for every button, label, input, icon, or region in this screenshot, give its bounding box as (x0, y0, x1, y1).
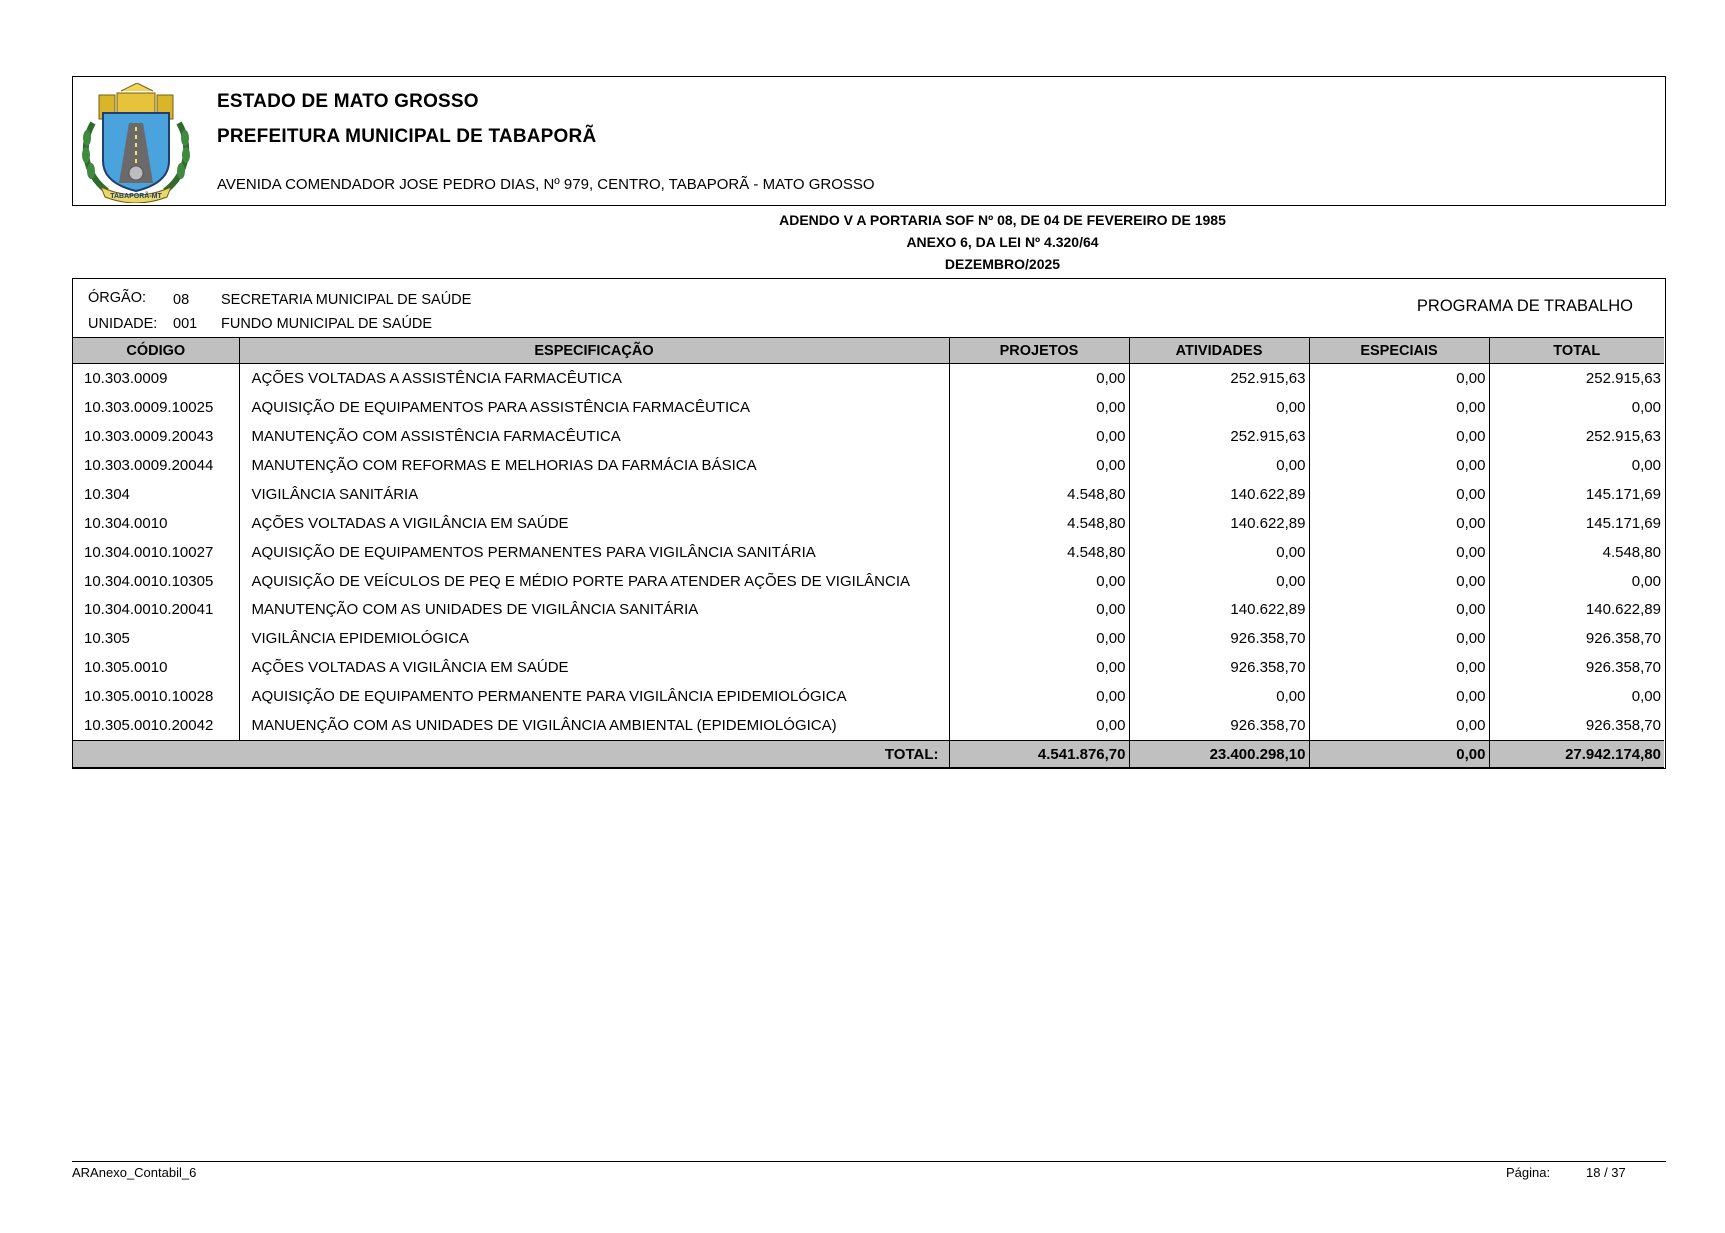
cell-projetos: 4.548,80 (949, 509, 1129, 538)
cell-codigo: 10.304.0010.10305 (73, 567, 239, 596)
cell-especiais: 0,00 (1309, 393, 1489, 422)
address: AVENIDA COMENDADOR JOSE PEDRO DIAS, Nº 979, CENTRO, TABAPORÃ - MATO GROSSO (217, 176, 875, 193)
cell-projetos: 0,00 (949, 567, 1129, 596)
table-header-row (73, 338, 1664, 364)
cell-especiais: 0,00 (1309, 451, 1489, 480)
cell-projetos: 0,00 (949, 422, 1129, 451)
program-table-box (72, 278, 1666, 769)
cell-total: 252.915,63 (1585, 369, 1661, 387)
cell-codigo: 10.303.0009.20044 (73, 451, 239, 480)
cell-especificacao: MANUTENÇÃO COM ASSISTÊNCIA FARMACÊUTICA (239, 422, 949, 451)
cell-atividades: 140.622,89 (1129, 596, 1309, 625)
cell-atividades: 140.622,89 (1129, 509, 1309, 538)
total-label: TOTAL: (239, 741, 949, 768)
cell-codigo: 10.305.0010 (73, 653, 239, 682)
total-atividades: 23.400.298,10 (1129, 741, 1309, 768)
cell-total: 0,00 (1631, 456, 1661, 474)
cell-projetos: 0,00 (949, 451, 1129, 480)
cell-total: 145.171,69 (1585, 514, 1661, 532)
cell-atividades: 252.915,63 (1129, 364, 1309, 393)
cell-projetos: 4.548,80 (949, 538, 1129, 567)
col-header-total: TOTAL (1489, 338, 1664, 364)
cell-especificacao: AÇÕES VOLTADAS A VIGILÂNCIA EM SAÚDE (239, 653, 949, 682)
cell-especiais: 0,00 (1309, 538, 1489, 567)
cell-atividades: 0,00 (1129, 567, 1309, 596)
state-title: ESTADO DE MATO GROSSO (217, 91, 479, 112)
cell-projetos: 0,00 (949, 653, 1129, 682)
cell-total: 252.915,63 (1585, 427, 1661, 445)
cell-especiais: 0,00 (1309, 596, 1489, 625)
cell-especificacao: AQUISIÇÃO DE EQUIPAMENTO PERMANENTE PARA VIGILÂNCIA EPIDEMIOLÓGICA (239, 682, 949, 711)
cell-projetos: 0,00 (949, 711, 1129, 740)
table-row (73, 509, 1664, 538)
cell-especiais: 0,00 (1309, 682, 1489, 711)
page-label: Página: (1506, 1165, 1551, 1180)
cell-especificacao: AQUISIÇÃO DE EQUIPAMENTOS PERMANENTES PARA VIGILÂNCIA SANITÁRIA (239, 538, 949, 567)
cell-atividades: 252.915,63 (1129, 422, 1309, 451)
cell-total: 4.548,80 (1602, 543, 1661, 561)
table-row (73, 451, 1664, 480)
cell-especificacao: AQUISIÇÃO DE EQUIPAMENTOS PARA ASSISTÊNCIA FARMACÊUTICA (239, 393, 949, 422)
table-row (73, 624, 1664, 653)
cell-total: 145.171,69 (1585, 485, 1661, 503)
table-row (73, 682, 1664, 711)
table-row (73, 711, 1664, 740)
cell-especificacao: MANUTENÇÃO COM REFORMAS E MELHORIAS DA FARMÁCIA BÁSICA (239, 451, 949, 480)
cell-especiais: 0,00 (1309, 480, 1489, 509)
cell-projetos: 0,00 (949, 393, 1129, 422)
cell-total: 140.622,89 (1585, 601, 1661, 619)
unidade-label: UNIDADE: (88, 316, 158, 332)
total-total: 27.942.174,80 (1489, 741, 1664, 768)
unidade-code: 001 (173, 316, 198, 332)
cell-projetos: 0,00 (949, 624, 1129, 653)
cell-atividades: 140.622,89 (1129, 480, 1309, 509)
cell-especificacao: AÇÕES VOLTADAS A VIGILÂNCIA EM SAÚDE (239, 509, 949, 538)
cell-projetos: 0,00 (949, 596, 1129, 625)
table-row (73, 653, 1664, 682)
col-header-atividades: ATIVIDADES (1129, 338, 1309, 364)
report-id: ARAnexo_Contabil_6 (72, 1165, 197, 1180)
cell-especificacao: MANUENÇÃO COM AS UNIDADES DE VIGILÂNCIA AMBIENTAL (EPIDEMIOLÓGICA) (239, 711, 949, 740)
cell-especificacao: VIGILÂNCIA SANITÁRIA (239, 480, 949, 509)
cell-especificacao: VIGILÂNCIA EPIDEMIOLÓGICA (239, 624, 949, 653)
cell-atividades: 0,00 (1129, 682, 1309, 711)
cell-total: 0,00 (1631, 688, 1661, 706)
cell-total: 926.358,70 (1585, 659, 1661, 677)
header-box (72, 76, 1666, 206)
col-header-projetos: PROJETOS (949, 338, 1129, 364)
total-especiais: 0,00 (1309, 741, 1489, 768)
cell-total: 0,00 (1631, 398, 1661, 416)
cell-codigo: 10.303.0009.20043 (73, 422, 239, 451)
crest-ribbon-text: TABAPORÃ-MT (110, 193, 162, 200)
table-row (73, 364, 1664, 393)
cell-atividades: 0,00 (1129, 538, 1309, 567)
cell-especiais: 0,00 (1309, 653, 1489, 682)
municipal-crest-logo (77, 83, 195, 203)
cell-atividades: 926.358,70 (1129, 624, 1309, 653)
total-projetos: 4.541.876,70 (949, 741, 1129, 768)
table-row (73, 567, 1664, 596)
cell-codigo: 10.304.0010.20041 (73, 596, 239, 625)
cell-projetos: 0,00 (949, 682, 1129, 711)
cell-codigo: 10.305.0010.10028 (73, 682, 239, 711)
col-header-especificacao: ESPECIFICAÇÃO (239, 338, 949, 364)
orgao-label: ÓRGÃO: (88, 290, 147, 306)
unidade-name: FUNDO MUNICIPAL DE SAÚDE (221, 316, 433, 332)
col-header-codigo: CÓDIGO (73, 338, 239, 364)
cell-especiais: 0,00 (1309, 422, 1489, 451)
table-row (73, 480, 1664, 509)
table-row (73, 422, 1664, 451)
cell-especiais: 0,00 (1309, 364, 1489, 393)
cell-codigo: 10.305 (73, 624, 239, 653)
report-title-line1: ADENDO V A PORTARIA SOF Nº 08, DE 04 DE FEVEREIRO DE 1985 (779, 212, 1226, 228)
table-row (73, 538, 1664, 567)
cell-codigo: 10.303.0009.10025 (73, 393, 239, 422)
cell-especificacao: AÇÕES VOLTADAS A ASSISTÊNCIA FARMACÊUTICA (239, 364, 949, 393)
report-title-line2: ANEXO 6, DA LEI Nº 4.320/64 (906, 234, 1099, 250)
program-label: PROGRAMA DE TRABALHO (1416, 297, 1633, 315)
cell-codigo: 10.303.0009 (73, 364, 239, 393)
cell-total: 0,00 (1631, 572, 1661, 590)
cell-projetos: 0,00 (949, 364, 1129, 393)
cell-especiais: 0,00 (1309, 509, 1489, 538)
footer-divider (72, 1161, 1666, 1162)
program-table (73, 337, 1664, 768)
cell-codigo: 10.305.0010.20042 (73, 711, 239, 740)
orgao-code: 08 (173, 292, 190, 308)
cell-atividades: 0,00 (1129, 393, 1309, 422)
cell-especiais: 0,00 (1309, 567, 1489, 596)
cell-especificacao: AQUISIÇÃO DE VEÍCULOS DE PEQ E MÉDIO PORTE PARA ATENDER AÇÕES DE VIGILÂNCIA (239, 567, 949, 596)
cell-total: 926.358,70 (1585, 630, 1661, 648)
cell-codigo: 10.304 (73, 480, 239, 509)
page-number: 18 / 37 (1586, 1165, 1626, 1180)
cell-codigo: 10.304.0010.10027 (73, 538, 239, 567)
cell-codigo: 10.304.0010 (73, 509, 239, 538)
cell-especificacao: MANUTENÇÃO COM AS UNIDADES DE VIGILÂNCIA SANITÁRIA (239, 596, 949, 625)
cell-especiais: 0,00 (1309, 624, 1489, 653)
cell-atividades: 926.358,70 (1129, 711, 1309, 740)
total-row (73, 741, 1664, 768)
cell-especiais: 0,00 (1309, 711, 1489, 740)
table-row (73, 596, 1664, 625)
cell-projetos: 4.548,80 (949, 480, 1129, 509)
cell-total: 926.358,70 (1585, 717, 1661, 735)
table-row (73, 393, 1664, 422)
total-row-blank (73, 741, 239, 768)
cell-atividades: 0,00 (1129, 451, 1309, 480)
col-header-especiais: ESPECIAIS (1309, 338, 1489, 364)
cell-atividades: 926.358,70 (1129, 653, 1309, 682)
report-period: DEZEMBRO/2025 (944, 256, 1061, 272)
orgao-name: SECRETARIA MUNICIPAL DE SAÚDE (221, 292, 472, 308)
city-title: PREFEITURA MUNICIPAL DE TABAPORÃ (217, 126, 597, 147)
